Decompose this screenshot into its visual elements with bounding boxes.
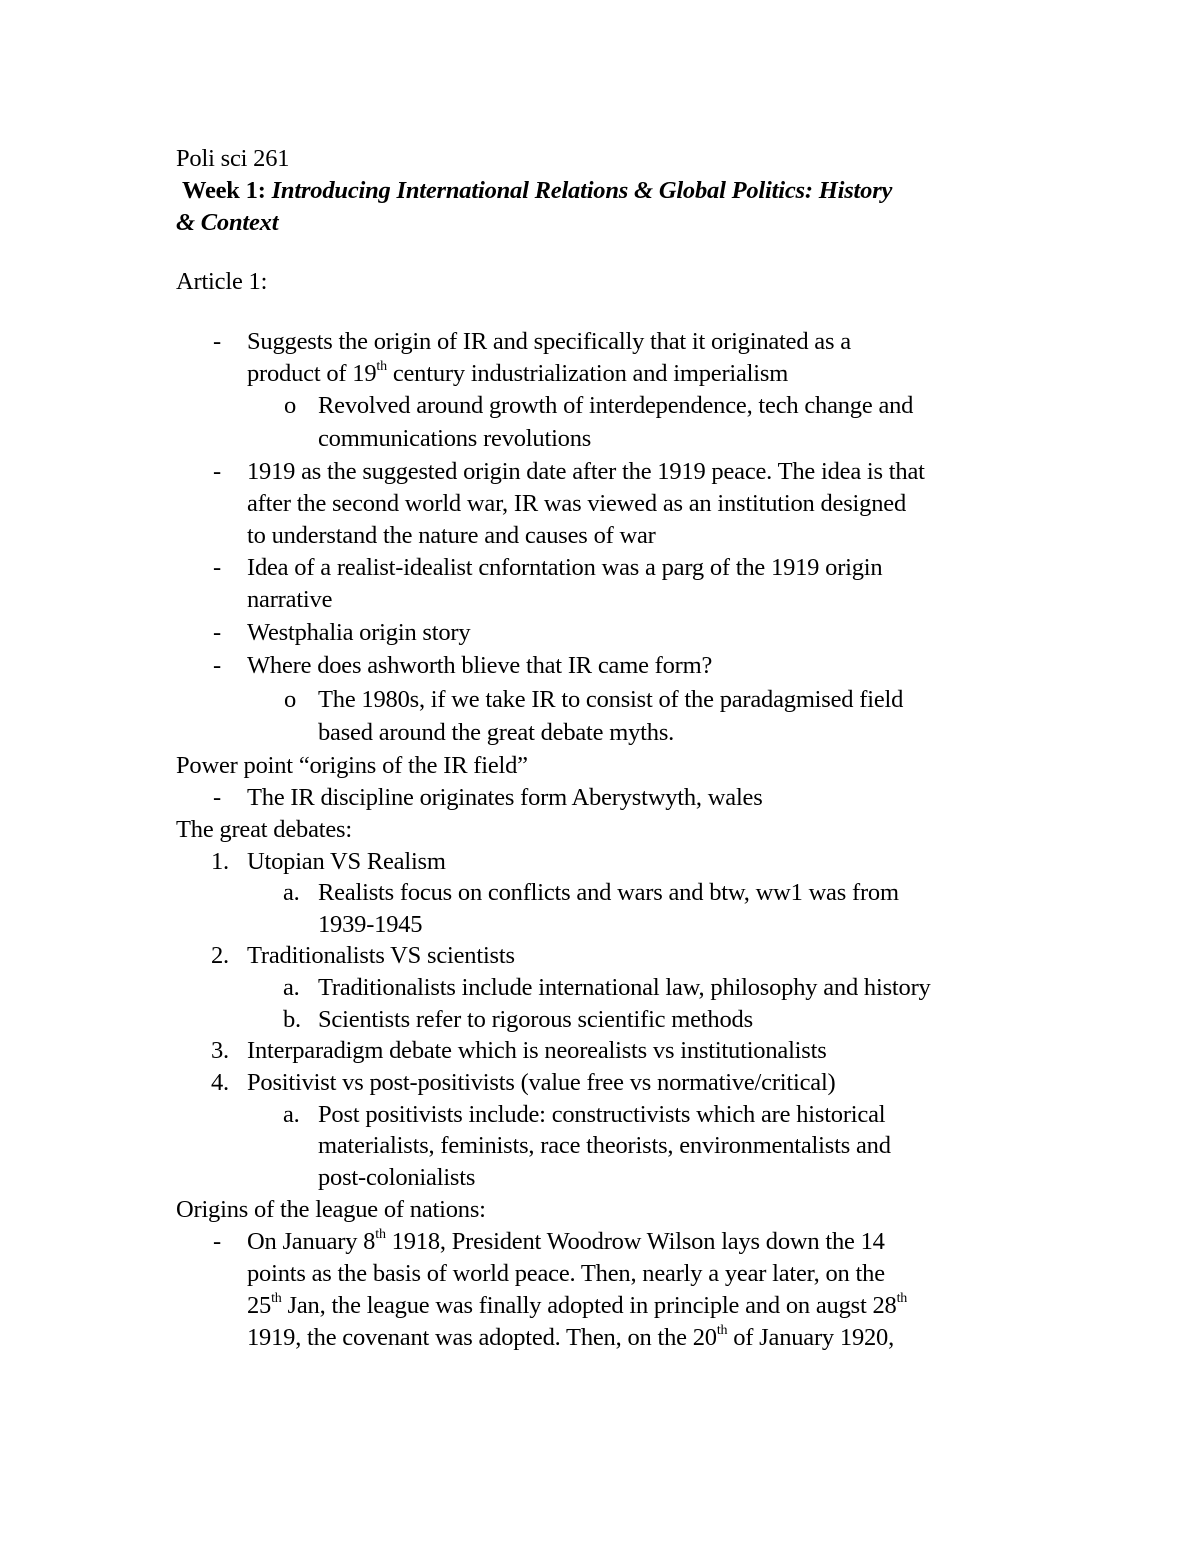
lettered-marker: a. — [283, 1101, 300, 1128]
sub-list-item-continued: based around the great debate myths. — [318, 719, 675, 746]
lettered-item: Post positivists include: constructivists which are historical — [318, 1101, 886, 1128]
dash-bullet: - — [213, 1228, 221, 1255]
lettered-marker: a. — [283, 974, 300, 1001]
list-item-continued: 1919, the covenant was adopted. Then, on the 20th of January 1920, — [247, 1322, 895, 1351]
list-item-continued: narrative — [247, 586, 333, 613]
section-heading: The great debates: — [176, 816, 352, 843]
list-item-continued: 25th Jan, the league was finally adopted in principle and on augst 28th — [247, 1290, 908, 1319]
list-item-continued: product of 19th century industrialization and imperialism — [247, 358, 789, 387]
sub-list-item: Revolved around growth of interdependence, tech change and — [318, 392, 914, 419]
list-item: Suggests the origin of IR and specifically that it originated as a — [247, 328, 851, 355]
lettered-item-continued: 1939-1945 — [318, 911, 423, 938]
section-heading: Origins of the league of nations: — [176, 1196, 486, 1223]
numbered-marker: 4. — [211, 1069, 229, 1096]
sub-list-item-continued: communications revolutions — [318, 425, 592, 452]
numbered-marker: 2. — [211, 942, 229, 969]
list-item-continued: to understand the nature and causes of war — [247, 522, 656, 549]
list-item: Westphalia origin story — [247, 619, 471, 646]
numbered-item: Positivist vs post-positivists (value free vs normative/critical) — [247, 1069, 836, 1096]
dash-bullet: - — [213, 458, 221, 485]
numbered-item: Utopian VS Realism — [247, 848, 446, 875]
lettered-item-continued: post-colonialists — [318, 1164, 476, 1191]
section-heading: Power point “origins of the IR field” — [176, 752, 528, 779]
list-item: The IR discipline originates form Aberystwyth, wales — [247, 784, 763, 811]
numbered-item: Interparadigm debate which is neorealists vs institutionalists — [247, 1037, 827, 1064]
lettered-item: Traditionalists include international law, philosophy and history — [318, 974, 931, 1001]
circle-bullet: o — [284, 686, 297, 713]
dash-bullet: - — [213, 328, 221, 355]
list-item: 1919 as the suggested origin date after the 1919 peace. The idea is that — [247, 458, 925, 485]
week-label: Week 1: — [182, 177, 266, 204]
dash-bullet: - — [213, 652, 221, 679]
numbered-marker: 3. — [211, 1037, 229, 1064]
circle-bullet: o — [284, 392, 297, 419]
lettered-item: Scientists refer to rigorous scientific methods — [318, 1006, 753, 1033]
dash-bullet: - — [213, 619, 221, 646]
lettered-marker: a. — [283, 879, 300, 906]
numbered-marker: 1. — [211, 848, 229, 875]
week-title-continued: & Context — [176, 209, 279, 236]
dash-bullet: - — [213, 554, 221, 581]
week-heading — [182, 175, 892, 207]
lettered-item: Realists focus on conflicts and wars and btw, ww1 was from — [318, 879, 899, 906]
sub-list-item: The 1980s, if we take IR to consist of the paradagmised field — [318, 686, 904, 713]
week-title: Introducing International Relations & Global Politics: History — [271, 177, 893, 204]
lettered-marker: b. — [283, 1006, 301, 1033]
list-item-continued: after the second world war, IR was viewed as an institution designed — [247, 490, 906, 517]
lettered-item-continued: materialists, feminists, race theorists, environmentalists and — [318, 1132, 891, 1159]
list-item-continued: points as the basis of world peace. Then, nearly a year later, on the — [247, 1260, 885, 1287]
article-heading: Article 1: — [176, 268, 268, 295]
list-item: Where does ashworth blieve that IR came form? — [247, 652, 713, 679]
course-title: Poli sci 261 — [176, 145, 290, 172]
numbered-item: Traditionalists VS scientists — [247, 942, 515, 969]
list-item: On January 8th 1918, President Woodrow Wilson lays down the 14 — [247, 1226, 885, 1255]
list-item: Idea of a realist-idealist cnforntation was a parg of the 1919 origin — [247, 554, 883, 581]
dash-bullet: - — [213, 784, 221, 811]
